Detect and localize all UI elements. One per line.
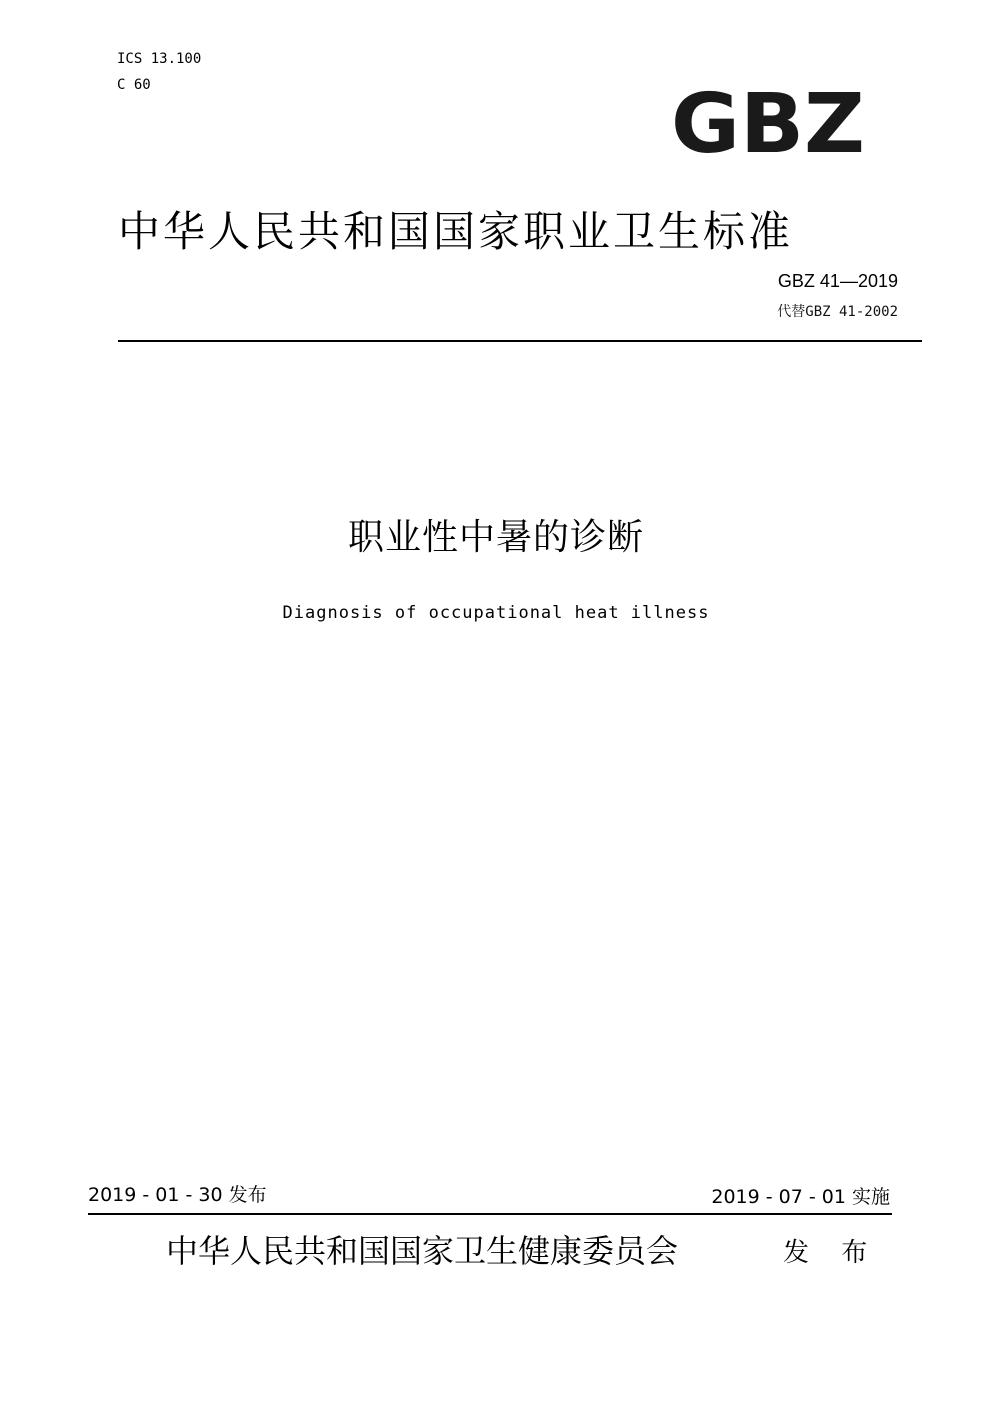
replaces-standard <box>777 303 898 321</box>
publish-label: 发 布 <box>783 1238 880 1268</box>
gbz-logo <box>670 88 866 158</box>
standard-category-title: 中华人民共和国国家职业卫生标准 <box>118 207 794 256</box>
replaces-prefix: 代替 <box>777 304 806 320</box>
issue-date: 2019 - 01 - 30 发布 <box>88 1184 267 1206</box>
footer-divider <box>88 1213 892 1215</box>
replaces-number: GBZ 41-2002 <box>805 304 898 320</box>
svg-text:GBZ: GBZ <box>671 88 865 158</box>
ics-code: ICS 13.100 <box>117 51 202 67</box>
publisher-name: 中华人民共和国国家卫生健康委员会 <box>166 1232 679 1270</box>
effective-date: 2019 - 07 - 01 实施 <box>711 1186 890 1208</box>
header-divider <box>118 340 922 342</box>
document-subtitle: Diagnosis of occupational heat illness <box>282 603 710 623</box>
document-title: 职业性中暑的诊断 <box>347 517 644 558</box>
standard-number: GBZ 41—2019 <box>777 271 898 291</box>
ccs-code: C 60 <box>117 77 151 93</box>
